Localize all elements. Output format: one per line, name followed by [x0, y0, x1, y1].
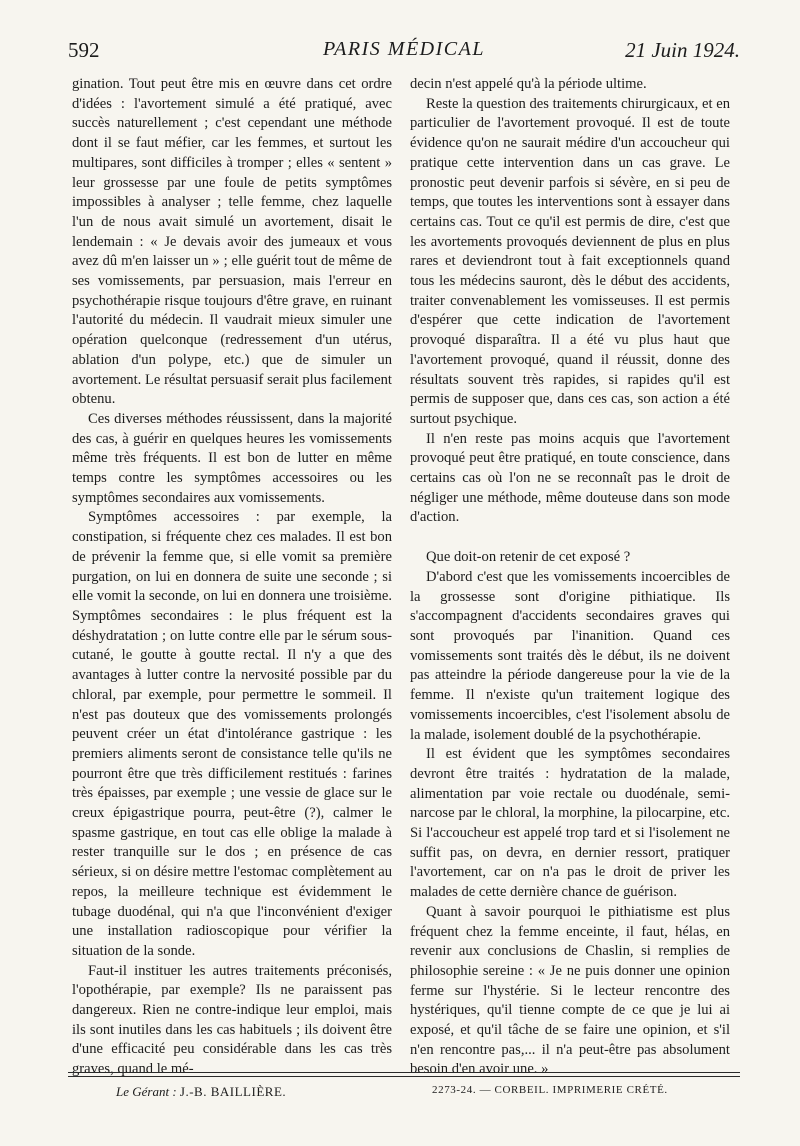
paragraph: D'abord c'est que les vomissements incoercibles de la grossesse sont d'origine pithiatique. Ils s'accompagnent d'accidents secondaires graves qui sont provoqués par l'inanition. Quand ces vomissements sont traités dès le début, ils ne doivent pas atteindre la période dangereuse pour la vie de la femme. Il n'existe qu'un traitement logique des vomissements incoercibles, c'est l'isolement absolu de la malade, isolement doublé de la psychothérapie.	[410, 568, 730, 743]
paragraph: Ces diverses méthodes réussissent, dans la majorité des cas, à guérir en quelques heures les vomissements même très fréquents. Il est bon de lutter en même temps contre les symptômes accessoires ou les symptômes secondaires aux vomissements.	[72, 410, 392, 506]
footer-rule-thin	[68, 1076, 740, 1077]
issue-date: 21 Juin 1924.	[625, 38, 740, 62]
gerant-label: Le Gérant :	[116, 1084, 177, 1099]
gerant-name: J.-B. BAILLIÈRE.	[179, 1084, 287, 1099]
journal-title: PARIS MÉDICAL	[323, 38, 485, 60]
paragraph: decin n'est appelé qu'à la période ultime.	[410, 76, 647, 92]
printer-imprint: 2273-24. — CORBEIL. IMPRIMERIE CRÉTÉ.	[432, 1084, 668, 1096]
gerant-credit	[116, 1084, 286, 1100]
page-number: 592	[68, 38, 100, 62]
right-column	[410, 75, 730, 1080]
paragraph: Il est évident que les symptômes secondaires devront être traités : hydratation de la malade, alimentation par voie rectale ou duodénale, semi-narcose par le chloral, la morphine, la pilocarpine, etc. Si l'accoucheur est appelé trop tard et si l'isolement ne suffit pas, on devra, en dernier ressort, pratiquer l'avortement, car on n'a pas le droit de priver les malades de cette dernière chance de guérison.	[410, 746, 730, 901]
page-footer	[68, 1084, 740, 1104]
footer-rule	[68, 1072, 740, 1073]
section-question: Que doit-on retenir de cet exposé ?	[426, 549, 631, 566]
paragraph: gination. Tout peut être mis en œuvre dans cet ordre d'idées : l'avortement simulé a été pratiqué, avec succès naturellement ; c'est cependant une méthode dont il se faut méfier, car les femmes, et surtout les multipares, sont difficiles à tromper ; elles « sentent » leur grossesse par une foule de petits symptômes impossibles à analyser ; telle femme, chez laquelle l'un de nous avait simulé un avortement, disait le lendemain : « Je devais avoir des jumeaux et vous avez dû m'en laisser un » ; elle guérit tout de même de ses vomissements, par persuasion, mais l'erreur en psychothérapie risque toujours d'être grave, en ruinant l'autorité du médecin. Il vaudrait mieux simuler une opération quelconque (redressement d'un utérus, ablation d'un polype, etc.) que de simuler un avortement. Le résultat persuasif serait plus facilement obtenu.	[72, 76, 392, 408]
paragraph: Quant à savoir pourquoi le pithiatisme est plus fréquent chez la femme enceinte, il faut, hélas, en revenir aux conclusions de Chaslin, si remplies de philosophie sereine : « Je ne puis donner une opinion ferme sur l'hystérie. Si le lecteur rencontre des hystériques, qu'il tienne compte de ce que je lui ai exposé, et qu'il tâche de se faire une opinion, et s'il n'en rencontre pas,... il n'a peut-être pas absolument besoin d'en avoir une. »	[410, 903, 730, 1078]
left-column	[72, 75, 392, 1080]
paragraph: Faut-il instituer les autres traitements préconisés, l'opothérapie, par exemple? Ils ne paraissent pas dangereux. Rien ne contre-indique leur emploi, mais ils sont inutiles dans les cas habituels ; ils doivent être d'une efficacité peu considérable dans les cas très graves, quand le mé-	[72, 962, 392, 1078]
running-header	[68, 38, 740, 68]
paragraph: Il n'en reste pas moins acquis que l'avortement provoqué peut être pratiqué, en toute conscience, dans certains cas où l'on ne se reconnaît pas le droit de négliger une méthode, même douteuse dans son mode d'action.	[410, 430, 730, 526]
paragraph: Reste la question des traitements chirurgicaux, et en particulier de l'avortement provoqué. Il est de toute évidence qu'on ne saurait médire d'un accoucheur qui pratique cette intervention dans un cas grave. Le pronostic peut devenir parfois si sévère, en si peu de temps, que toutes les interventions sont à essayer dans certains cas. Tout ce qu'il est permis de dire, c'est que les avortements provoqués deviennent de plus en plus rares et deviendront tout à fait exceptionnels quand tous les médecins sauront, dès le début des accidents, traiter convenablement les vomisseuses. Il est permis d'espérer que cette indication de l'avortement provoqué disparaîtra. Il a été vu plus haut que l'avortement provoqué, quand il réussit, donne des résultats souvent très rapides, si rapides qu'il est permis de supposer que, dans ces cas, son action a été surtout psychique.	[410, 95, 730, 427]
paragraph: Symptômes accessoires : par exemple, la constipation, si fréquente chez ces malades. Il est bon de prévenir la femme que, si elle vomit sa première purgation, on lui en donnera de suite une seconde ; si elle vomit la seconde, on lui en donnera une troisième. Symptômes secondaires : le plus fréquent est la déshydratation ; on lutte contre elle par le sérum sous-cutané, le goutte à goutte rectal. Il n'y a que des avantages à lutter contre la nervosité possible par du chloral, par exemple, pour permettre le sommeil. Il n'est pas douteux que des vomissements prolongés peuvent créer un état d'intolérance gastrique : les premiers aliments seront de consistance telle qu'ils ne pourront être que très difficilement restitués : farines très épaisses, par exemple ; une vessie de glace sur le creux épigastrique pourra, peut-être (?), calmer le spasme gastrique, en tout cas elle oblige la malade à rester tranquille sur le dos ; en présence de cas sérieux, si on désire mettre l'estomac complètement au repos, la meilleure technique est évidemment le tubage duodénal, qui n'a que l'inconvénient d'exiger une installation radioscopique pour vérifier la situation de la sonde.	[72, 509, 392, 959]
